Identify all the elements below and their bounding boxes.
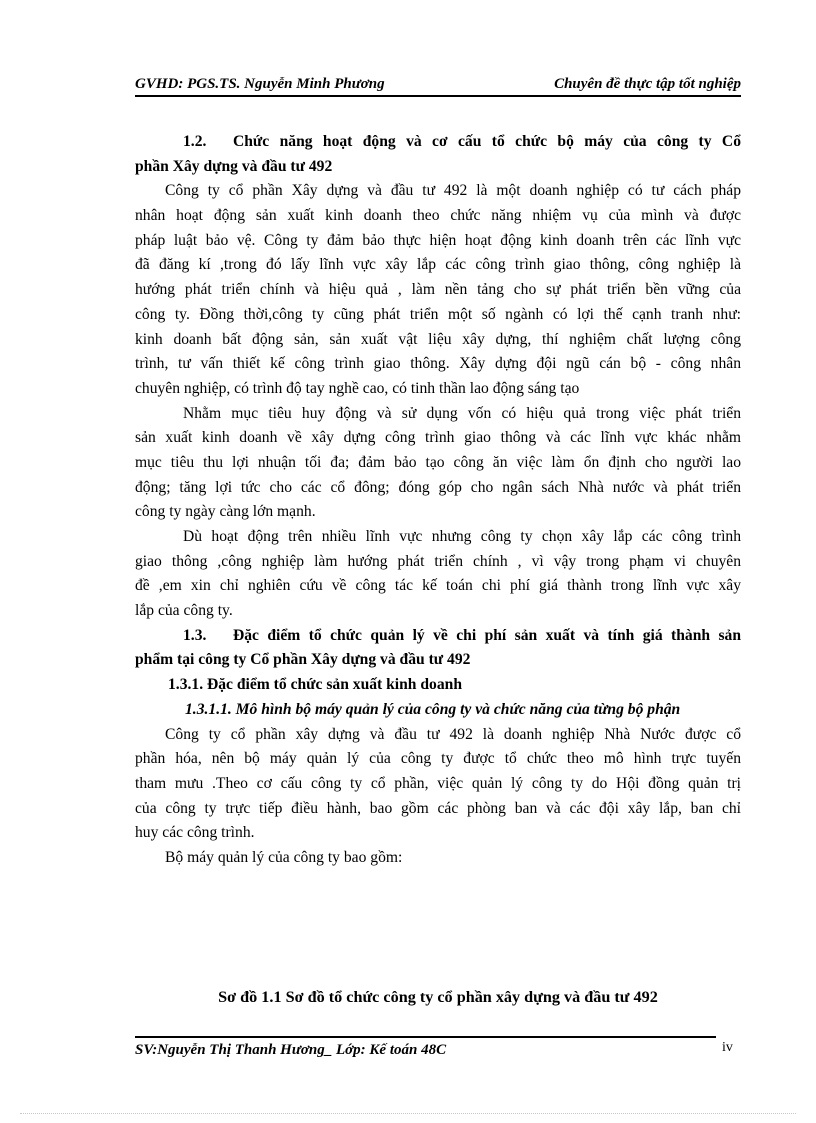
paragraph-line: Dù hoạt động trên nhiều lĩnh vực nhưng công ty chọn xây lắp các công trình: [183, 528, 741, 545]
paragraph-line: đề ,em xin chỉ nghiên cứu về công tác kế toán chi phí giá thành trong lĩnh vực xây: [135, 577, 741, 595]
page-bottom-border: [20, 1113, 796, 1114]
paragraph-line: Công ty cổ phần xây dựng và đầu tư 492 là doanh nghiệp Nhà Nước được cổ: [165, 725, 741, 743]
section-1-2-heading-cont: phần Xây dựng và đầu tư 492: [135, 157, 333, 175]
paragraph-line: hướng phát triển chính và hiệu quả , làm nền tảng cho sự phát triển bền vững của: [135, 281, 741, 299]
paragraph-line: động; tăng lợi tức cho các cổ đông; đóng góp cho ngân sách Nhà nước và phát triển: [135, 478, 741, 496]
paragraph-line: giao thông ,công nghiệp làm hướng phát triển chính , vì vậy trong phạm vi chuyên: [135, 552, 741, 570]
document-body: [135, 130, 741, 871]
page-header: [135, 76, 741, 96]
header-advisor: GVHD: PGS.TS. Nguyễn Minh Phương: [135, 76, 385, 92]
section-1-3-1-1-heading: 1.3.1.1. Mô hình bộ máy quản lý của công ty và chức năng của từng bộ phận: [185, 700, 681, 718]
paragraph-line: huy các công trình.: [135, 824, 255, 842]
paragraph-line: của công ty trực tiếp điều hành, bao gồm các phòng ban và các đội xây lắp, ban chỉ: [135, 799, 741, 817]
paragraph-line: phần hóa, nên bộ máy quản lý của công ty được tổ chức theo mô hình trực tuyến: [135, 750, 741, 768]
footer-rule: [135, 1036, 716, 1038]
paragraph-line: công ty. Đồng thời,công ty cũng phát triển một số ngành có lợi thế cạnh tranh như:: [135, 305, 741, 323]
header-report-title: Chuyên đề thực tập tốt nghiệp: [554, 76, 741, 92]
section-1-2-number: 1.2.: [183, 133, 207, 150]
section-1-3-1-heading: 1.3.1. Đặc điểm tổ chức sản xuất kinh doanh: [168, 676, 462, 694]
paragraph-line: chuyên nghiệp, có trình độ tay nghề cao, có tinh thần lao động sáng tạo: [135, 379, 580, 397]
paragraph-line: kinh doanh bất động sản, sản xuất vật liệu xây dựng, thí nghiệm chất lượng công: [135, 330, 741, 348]
paragraph-line: pháp luật bảo vệ. Công ty đảm bảo thực hiện hoạt động kinh doanh trên các lĩnh vực: [135, 231, 741, 249]
paragraph-line: tham mưu .Theo cơ cấu công ty cổ phần, việc quản lý công ty do Hội đồng quản trị: [135, 774, 741, 792]
paragraph-line: Công ty cổ phần Xây dựng và đầu tư 492 là một doanh nghiệp có tư cách pháp: [165, 182, 741, 200]
paragraph-line: mục tiêu thu lợi nhuận tối đa; đảm bảo tạo công ăn việc làm ổn định cho người lao: [135, 453, 741, 471]
paragraph-line: Nhằm mục tiêu huy động và sử dụng vốn có hiệu quả trong việc phát triển: [183, 404, 741, 422]
diagram-title: Sơ đồ 1.1 Sơ đồ tổ chức công ty cổ phần xây dựng và đầu tư 492: [218, 988, 658, 1006]
section-1-3-number: 1.3.: [183, 626, 207, 644]
paragraph-line: Bộ máy quản lý của công ty bao gồm:: [165, 848, 403, 866]
page-number: iv: [722, 1040, 733, 1055]
section-1-3-heading: [135, 624, 741, 649]
section-1-3-title: Đặc điểm tổ chức quản lý về chi phí sản xuất và tính giá thành sản: [233, 626, 741, 644]
section-1-3-heading-cont: phẩm tại công ty Cổ phần Xây dựng và đầu tư 492: [135, 651, 471, 669]
paragraph-line: trình, tư vấn thiết kế công trình giao thông. Xây dựng đội ngũ cán bộ - công nhân: [135, 355, 741, 373]
paragraph-line: sản xuất kinh doanh về xây dựng công trình giao thông và các lĩnh vực khác nhằm: [135, 429, 741, 447]
paragraph-line: lắp của công ty.: [135, 602, 233, 620]
footer-student-info: SV:Nguyễn Thị Thanh Hương_ Lớp: Kế toán 48C: [135, 1042, 447, 1058]
paragraph-line: công ty ngày càng lớn mạnh.: [135, 503, 316, 521]
paragraph-line: đã đăng kí ,trong đó lấy lĩnh vực xây lắp các công trình giao thông, công nghiệp là: [135, 256, 741, 274]
paragraph-line: nhân hoạt động sản xuất kinh doanh theo chức năng nhiệm vụ của mình và được: [135, 207, 741, 225]
section-1-2-heading: [135, 130, 741, 155]
section-1-2-title: Chức năng hoạt động và cơ cấu tổ chức bộ máy của công ty Cổ: [233, 133, 741, 150]
header-rule: [135, 95, 741, 97]
